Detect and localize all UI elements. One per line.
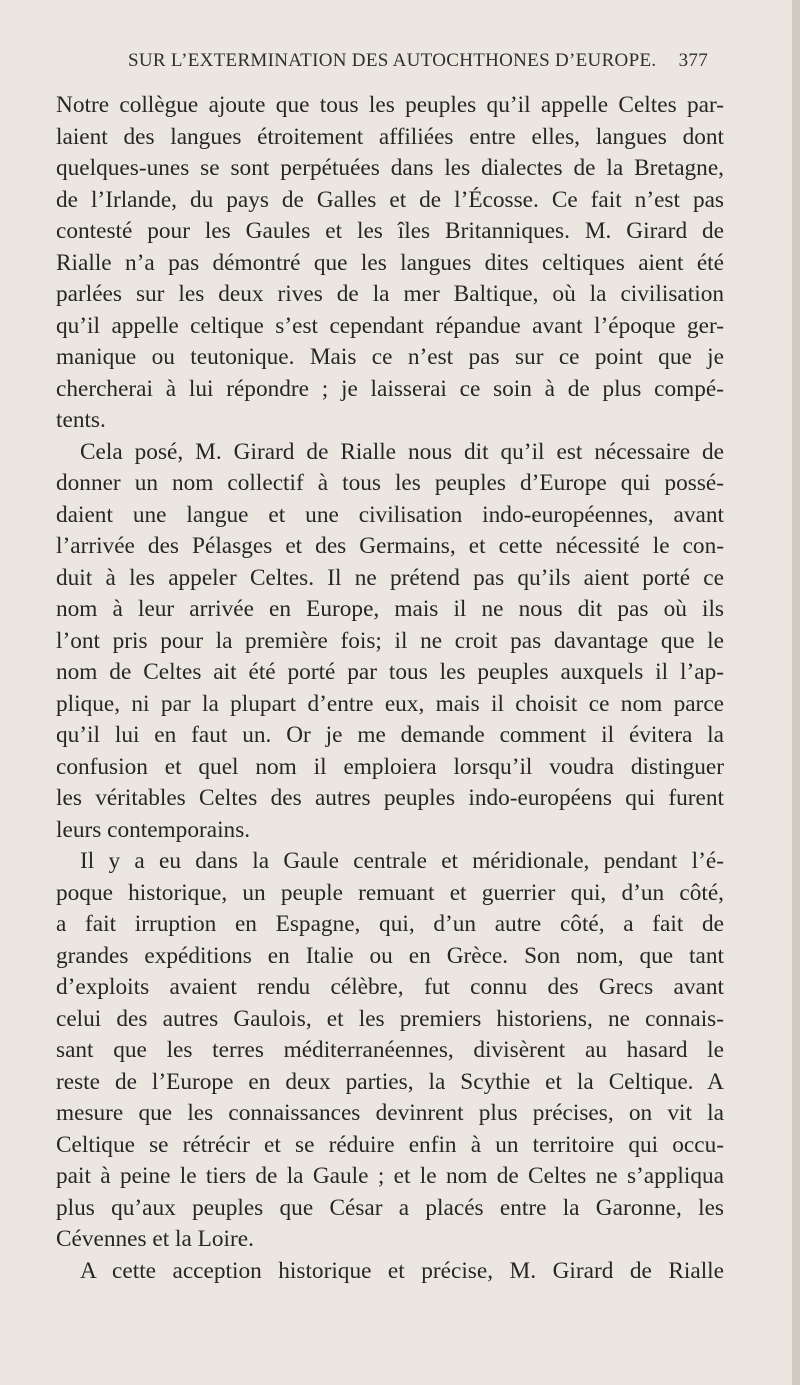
text-line: les véritables Celtes des autres peuples indo-européens qui furent	[56, 785, 724, 811]
text-line: quelques-unes se sont perpétuées dans les dialectes de la Bretagne,	[56, 155, 724, 181]
text-line: Notre collègue ajoute que tous les peuples qu’il appelle Celtes par-	[56, 92, 724, 118]
text-line: nom de Celtes ait été porté par tous les peuples auxquels il l’ap-	[56, 659, 724, 685]
text-line: confusion et quel nom il emploiera lorsqu’il voudra distinguer	[56, 753, 724, 780]
text-line: celui des autres Gaulois, et les premiers historiens, ne connais-	[56, 1005, 724, 1032]
text-line: a fait irruption en Espagne, qui, d’un autre côté, a fait de	[56, 911, 724, 937]
text-line: A cette acception historique et précise, M. Girard de Rialle	[80, 1257, 724, 1284]
running-header	[128, 50, 708, 74]
text-line: laient des langues étroitement affiliées entre elles, langues dont	[56, 123, 724, 150]
text-line: Il y a eu dans la Gaule centrale et méridionale, pendant l’é-	[80, 848, 724, 874]
text-line: de l’Irlande, du pays de Galles et de l’Écosse. Ce fait n’est pas	[56, 186, 724, 213]
text-line: contesté pour les Gaules et les îles Britanniques. M. Girard de	[56, 218, 724, 244]
text-line: plus qu’aux peuples que César a placés entre la Garonne, les	[56, 1194, 724, 1221]
text-line: d’exploits avaient rendu célèbre, fut connu des Grecs avant	[56, 974, 724, 1000]
text-line: nom à leur arrivée en Europe, mais il ne nous dit pas où ils	[56, 596, 724, 622]
text-line: l’ont pris pour la première fois; il ne croit pas davantage que le	[56, 627, 724, 654]
body-text	[56, 90, 724, 1287]
text-line: Cela posé, M. Girard de Rialle nous dit qu’il est nécessaire de	[80, 438, 724, 465]
text-line: manique ou teutonique. Mais ce n’est pas sur ce point que je	[56, 344, 724, 370]
text-line: poque historique, un peuple remuant et guerrier qui, d’un côté,	[56, 879, 724, 906]
text-line: Cévennes et la Loire.	[56, 1226, 254, 1252]
text-line: reste de l’Europe en deux parties, la Scythie et la Celtique. A	[56, 1068, 724, 1095]
text-line: tents.	[56, 407, 106, 433]
running-title: SUR L’EXTERMINATION DES AUTOCHTHONES D’EUROPE.	[128, 50, 657, 71]
text-line: parlées sur les deux rives de la mer Baltique, où la civilisation	[56, 281, 724, 307]
page-number: 377	[678, 50, 708, 71]
text-line: l’arrivée des Pélasges et des Germains, et cette nécessité le con-	[56, 533, 724, 559]
text-line: chercherai à lui répondre ; je laisserai ce soin à de plus compé-	[56, 375, 724, 402]
text-line: mesure que les connaissances devinrent plus précises, on vit la	[56, 1100, 724, 1126]
text-line: duit à les appeler Celtes. Il ne prétend pas qu’ils aient porté ce	[56, 564, 724, 591]
page-edge	[792, 0, 800, 1385]
text-line: plique, ni par la plupart d’entre eux, mais il choisit ce nom parce	[56, 690, 724, 717]
text-line: qu’il appelle celtique s’est cependant répandue avant l’époque ger-	[56, 312, 724, 339]
text-line: sant que les terres méditerranéennes, divisèrent au hasard le	[56, 1037, 724, 1063]
text-line: daient une langue et une civilisation indo-européennes, avant	[56, 501, 724, 528]
text-line: Rialle n’a pas démontré que les langues dites celtiques aient été	[56, 249, 724, 276]
text-line: leurs contemporains.	[56, 816, 251, 843]
text-line: pait à peine le tiers de la Gaule ; et le nom de Celtes ne s’appliqua	[56, 1163, 724, 1189]
text-line: grandes expéditions en Italie ou en Grèce. Son nom, que tant	[56, 942, 724, 969]
text-line: donner un nom collectif à tous les peuples d’Europe qui possé-	[56, 470, 724, 496]
text-line: qu’il lui en faut un. Or je me demande comment il évitera la	[56, 722, 724, 748]
text-line: Celtique se rétrécir et se réduire enfin à un territoire qui occu-	[56, 1131, 724, 1158]
